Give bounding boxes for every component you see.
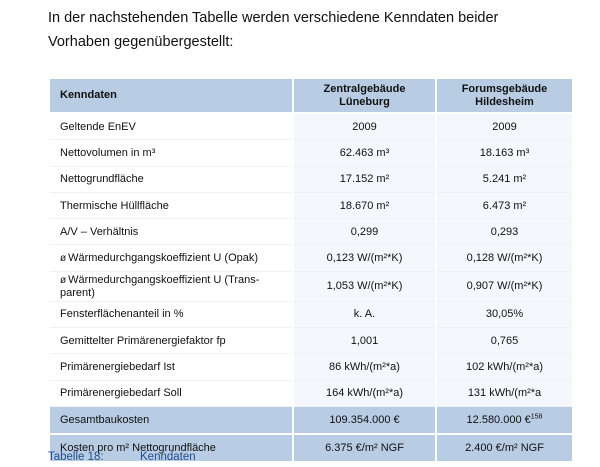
intro-paragraph xyxy=(48,6,588,54)
row-label: Nettovolumen in m³ xyxy=(50,140,293,166)
row-label: Geltende EnEV xyxy=(50,113,293,140)
row-label-line1: Wärmedurchgangskoeffizient U (Trans- xyxy=(68,273,260,286)
row-label: Gemittelter Primärenergiefaktor fp xyxy=(50,328,293,354)
footnote-marker: 158 xyxy=(530,413,543,421)
table-caption xyxy=(48,451,196,463)
header-zentral-line2: Lüneburg xyxy=(339,95,390,108)
row-label: Thermische Hüllfläche xyxy=(50,192,293,218)
total-row xyxy=(50,406,572,434)
row-label: Primärenergiebedarf Ist xyxy=(50,354,293,380)
table-row xyxy=(50,245,572,271)
total-value-text: 12.580.000 € xyxy=(466,413,531,426)
row-label: Nettogrundfläche xyxy=(50,166,293,192)
row-value-hildesheim: 0,907 W/(m²*K) xyxy=(436,271,572,301)
row-value-hildesheim: 18.163 m³ xyxy=(436,140,572,166)
row-label xyxy=(50,245,293,271)
total-value-lueneburg: 109.354.000 € xyxy=(293,406,436,434)
total-label: Kosten pro m² Nettogrundfläche xyxy=(50,434,293,462)
table-row xyxy=(50,301,572,327)
row-label-line2: parent) xyxy=(60,286,95,299)
table-row xyxy=(50,113,572,140)
header-kenndaten: Kenndaten xyxy=(50,79,293,113)
row-value-hildesheim: 131 kWh/(m²*a xyxy=(436,380,572,406)
table-row xyxy=(50,192,572,218)
row-value-hildesheim: 102 kWh/(m²*a) xyxy=(436,354,572,380)
table-row xyxy=(50,380,572,406)
row-value-hildesheim: 0,293 xyxy=(436,219,572,245)
row-label-text: Wärmedurchgangskoeffizient U (Opak) xyxy=(68,252,259,265)
row-value-hildesheim: 6.473 m² xyxy=(436,192,572,218)
table-header-row xyxy=(50,79,572,113)
table-row xyxy=(50,328,572,354)
row-value-hildesheim: 5.241 m² xyxy=(436,166,572,192)
row-value-lueneburg: 62.463 m³ xyxy=(293,140,436,166)
caption-number: Tabelle 18: xyxy=(48,451,104,463)
row-value-lueneburg: 17.152 m² xyxy=(293,166,436,192)
row-value-lueneburg: 0,299 xyxy=(293,219,436,245)
row-label: Primärenergiebedarf Soll xyxy=(50,380,293,406)
row-value-lueneburg: 18.670 m² xyxy=(293,192,436,218)
row-label: Fensterflächenanteil in % xyxy=(50,301,293,327)
header-forumsgebaeude xyxy=(436,79,572,113)
intro-line-1: In der nachstehenden Tabelle werden verschiedene Kenndaten beider xyxy=(48,10,499,26)
table-row xyxy=(50,166,572,192)
total-label: Gesamtbaukosten xyxy=(50,406,293,434)
table-row xyxy=(50,140,572,166)
header-forum-line2: Hildesheim xyxy=(475,95,534,108)
row-value-lueneburg: k. A. xyxy=(293,301,436,327)
row-value-lueneburg: 0,123 W/(m²*K) xyxy=(293,245,436,271)
total-value-hildesheim xyxy=(436,406,572,434)
row-value-lueneburg: 2009 xyxy=(293,113,436,140)
row-value-lueneburg: 1,053 W/(m²*K) xyxy=(293,271,436,301)
caption-text: Kenndaten xyxy=(140,451,196,463)
row-value-hildesheim: 0,765 xyxy=(436,328,572,354)
row-label xyxy=(50,271,293,301)
row-value-hildesheim: 30,05% xyxy=(436,301,572,327)
total-value-hildesheim: 2.400 €/m² NGF xyxy=(436,434,572,462)
kenndaten-table xyxy=(50,79,572,463)
header-forum-line1: Forumsgebäude xyxy=(461,82,548,95)
average-symbol-icon: ø xyxy=(60,253,67,265)
row-value-hildesheim: 0,128 W/(m²*K) xyxy=(436,245,572,271)
table-row xyxy=(50,219,572,245)
row-value-lueneburg: 164 kWh/(m²*a) xyxy=(293,380,436,406)
intro-line-2: Vorhaben gegenübergestellt: xyxy=(48,34,234,50)
row-value-hildesheim: 2009 xyxy=(436,113,572,140)
average-symbol-icon: ø xyxy=(60,274,67,286)
total-value-lueneburg: 6.375 €/m² NGF xyxy=(293,434,436,462)
header-zentral-line1: Zentralgebäude xyxy=(323,82,406,95)
row-value-lueneburg: 86 kWh/(m²*a) xyxy=(293,354,436,380)
table-row xyxy=(50,271,572,301)
header-zentralgebaeude xyxy=(293,79,436,113)
row-label: A/V – Verhältnis xyxy=(50,219,293,245)
table-row xyxy=(50,354,572,380)
row-value-lueneburg: 1,001 xyxy=(293,328,436,354)
